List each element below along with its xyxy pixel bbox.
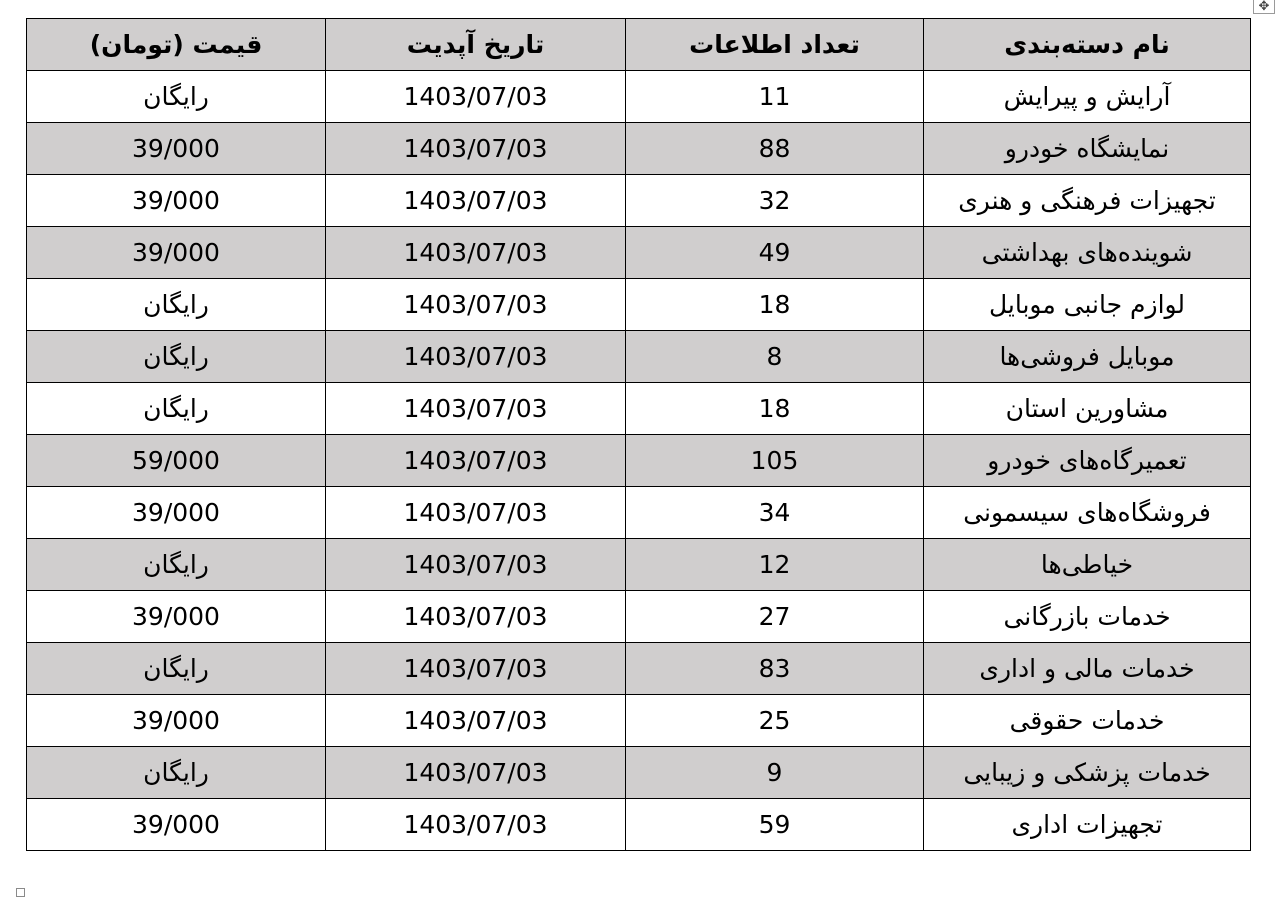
table-body — [27, 71, 1251, 851]
table-move-handle-icon[interactable]: ✥ — [1253, 0, 1275, 14]
cell-date: 1403/07/03 — [326, 799, 626, 851]
table-row — [27, 123, 1251, 175]
cell-date: 1403/07/03 — [326, 279, 626, 331]
category-price-table — [26, 18, 1251, 851]
cell-count: 88 — [626, 123, 924, 175]
cell-category: موبایل فروشی‌ها — [924, 331, 1251, 383]
cell-count: 18 — [626, 279, 924, 331]
table-row — [27, 227, 1251, 279]
cell-price: رایگان — [27, 383, 326, 435]
cell-price: رایگان — [27, 643, 326, 695]
cell-category: خدمات پزشکی و زیبایی — [924, 747, 1251, 799]
table-resize-handle-icon[interactable] — [16, 888, 25, 897]
cell-price: رایگان — [27, 71, 326, 123]
cell-date: 1403/07/03 — [326, 227, 626, 279]
cell-count: 49 — [626, 227, 924, 279]
cell-price: 59/000 — [27, 435, 326, 487]
cell-count: 18 — [626, 383, 924, 435]
cell-date: 1403/07/03 — [326, 747, 626, 799]
cell-date: 1403/07/03 — [326, 695, 626, 747]
cell-price: 39/000 — [27, 799, 326, 851]
cell-price: رایگان — [27, 331, 326, 383]
cell-price: 39/000 — [27, 591, 326, 643]
cell-count: 8 — [626, 331, 924, 383]
cell-date: 1403/07/03 — [326, 71, 626, 123]
cell-category: خیاطی‌ها — [924, 539, 1251, 591]
cell-date: 1403/07/03 — [326, 591, 626, 643]
cell-price: رایگان — [27, 279, 326, 331]
cell-category: شوینده‌های بهداشتی — [924, 227, 1251, 279]
cell-count: 11 — [626, 71, 924, 123]
cell-price: 39/000 — [27, 227, 326, 279]
cell-date: 1403/07/03 — [326, 435, 626, 487]
cell-category: تجهیزات فرهنگی و هنری — [924, 175, 1251, 227]
cell-count: 105 — [626, 435, 924, 487]
cell-category: تجهیزات اداری — [924, 799, 1251, 851]
cell-date: 1403/07/03 — [326, 331, 626, 383]
table-row — [27, 747, 1251, 799]
table-row — [27, 279, 1251, 331]
cell-date: 1403/07/03 — [326, 643, 626, 695]
cell-price: 39/000 — [27, 123, 326, 175]
cell-category: فروشگاه‌های سیسمونی — [924, 487, 1251, 539]
header-category: نام دسته‌بندی — [924, 19, 1251, 71]
cell-category: خدمات حقوقی — [924, 695, 1251, 747]
cell-date: 1403/07/03 — [326, 175, 626, 227]
cell-count: 27 — [626, 591, 924, 643]
cell-category: لوازم جانبی موبایل — [924, 279, 1251, 331]
cell-count: 34 — [626, 487, 924, 539]
table-row — [27, 695, 1251, 747]
cell-date: 1403/07/03 — [326, 123, 626, 175]
cell-count: 25 — [626, 695, 924, 747]
header-count: تعداد اطلاعات — [626, 19, 924, 71]
cell-count: 59 — [626, 799, 924, 851]
cell-category: مشاورین استان — [924, 383, 1251, 435]
cell-count: 12 — [626, 539, 924, 591]
table-row — [27, 175, 1251, 227]
cell-category: نمایشگاه خودرو — [924, 123, 1251, 175]
cell-category: آرایش و پیرایش — [924, 71, 1251, 123]
table-row — [27, 591, 1251, 643]
table-row — [27, 435, 1251, 487]
cell-category: خدمات مالی و اداری — [924, 643, 1251, 695]
table-row — [27, 539, 1251, 591]
cell-date: 1403/07/03 — [326, 487, 626, 539]
cell-price: 39/000 — [27, 695, 326, 747]
cell-count: 32 — [626, 175, 924, 227]
table-row — [27, 643, 1251, 695]
table-row — [27, 383, 1251, 435]
table-row — [27, 799, 1251, 851]
cell-price: رایگان — [27, 539, 326, 591]
cell-price: 39/000 — [27, 487, 326, 539]
cell-date: 1403/07/03 — [326, 383, 626, 435]
cell-category: خدمات بازرگانی — [924, 591, 1251, 643]
cell-date: 1403/07/03 — [326, 539, 626, 591]
cell-count: 9 — [626, 747, 924, 799]
table-header-row — [27, 19, 1251, 71]
cell-count: 83 — [626, 643, 924, 695]
header-date: تاریخ آپدیت — [326, 19, 626, 71]
cell-price: رایگان — [27, 747, 326, 799]
cell-price: 39/000 — [27, 175, 326, 227]
header-price: قیمت (تومان) — [27, 19, 326, 71]
table-row — [27, 487, 1251, 539]
table-row — [27, 71, 1251, 123]
table-row — [27, 331, 1251, 383]
cell-category: تعمیرگاه‌های خودرو — [924, 435, 1251, 487]
